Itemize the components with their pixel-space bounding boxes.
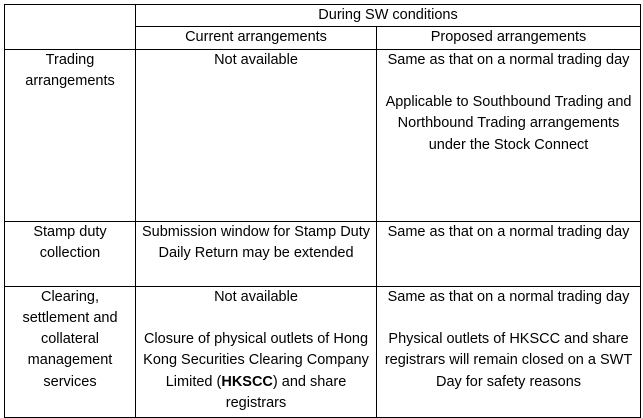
group-header-row (5, 5, 641, 27)
empty-corner-cell (5, 5, 136, 50)
proposed-arrangements-header: Proposed arrangements (377, 27, 641, 49)
current-cell (136, 49, 377, 221)
proposed-cell (377, 49, 641, 221)
row-label-cell: Clearing, settlement and collateral management services (5, 286, 136, 417)
row-label-cell: Trading arrangements (5, 49, 136, 221)
sw-arrangements-table (4, 4, 641, 418)
paragraph-gap (140, 308, 372, 329)
table-row (5, 221, 641, 286)
proposed-text: Applicable to Southbound Trading and Northbound Trading arrangements under the Stock Connect (385, 94, 632, 153)
current-arrangements-header: Current arrangements (136, 27, 377, 49)
hkscc-abbreviation: HKSCC (221, 373, 273, 390)
proposed-text: Same as that on a normal trading day (387, 223, 630, 240)
paragraph-gap (381, 71, 636, 92)
paragraph-gap (381, 308, 636, 329)
row-label-cell: Stamp duty collection (5, 221, 136, 286)
current-text-after: ) and share registrars (225, 373, 347, 412)
table-row (5, 286, 641, 417)
proposed-text: Same as that on a normal trading day (387, 288, 630, 305)
proposed-cell (377, 221, 641, 286)
current-cell (136, 286, 377, 417)
current-text: Not available (214, 288, 298, 305)
current-text: Submission window for Stamp Duty Daily Return may be extended (141, 223, 371, 261)
current-cell (136, 221, 377, 286)
current-text-before: Closure of physical outlets of Hong Kong Securities Clearing Company Limited ( (143, 331, 369, 390)
proposed-cell (377, 286, 641, 417)
proposed-text: Same as that on a normal trading day (387, 51, 630, 68)
current-text: Not available (214, 51, 298, 68)
table-row (5, 49, 641, 221)
proposed-text: Physical outlets of HKSCC and share registrars will remain closed on a SWT Day for safety reasons (384, 331, 633, 390)
group-header-cell: During SW conditions (136, 5, 641, 27)
